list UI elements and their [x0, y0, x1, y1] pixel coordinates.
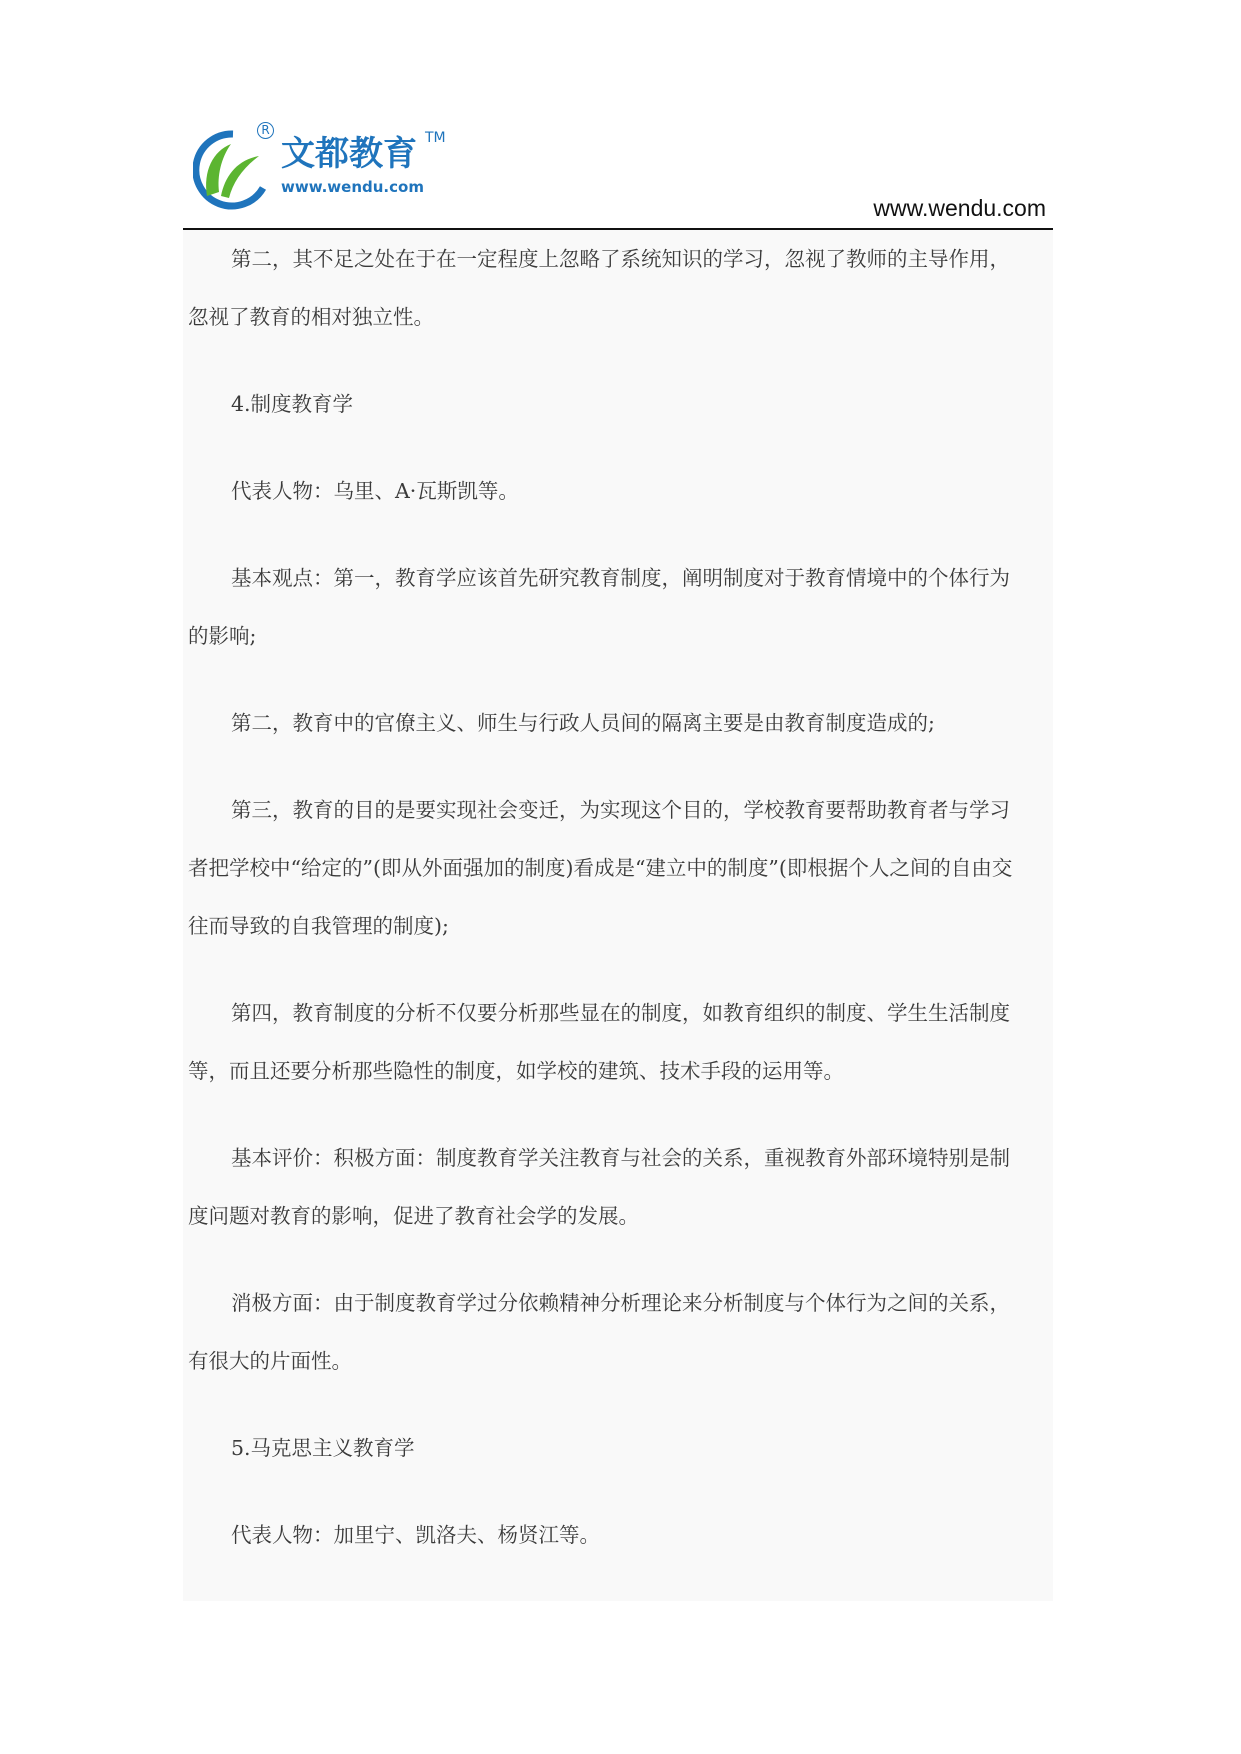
paragraph — [183, 1129, 1053, 1245]
paragraph — [183, 230, 1053, 346]
paragraph — [183, 549, 1053, 665]
paragraph — [183, 984, 1053, 1100]
paragraph-line: 等，而且还要分析那些隐性的制度，如学校的建筑、技术手段的运用等。 — [188, 1059, 844, 1083]
paragraph — [183, 462, 1053, 520]
trademark-mark: TM — [425, 130, 446, 146]
document-body — [183, 230, 1053, 1601]
registered-mark: R — [257, 122, 274, 139]
paragraph-line: 代表人物：乌里、A·瓦斯凯等。 — [231, 479, 519, 503]
logo-name: 文都教育 — [281, 134, 417, 174]
paragraph — [183, 781, 1053, 955]
paragraph — [183, 694, 1053, 752]
paragraph-line: 第二，其不足之处在于在一定程度上忽略了系统知识的学习，忽视了教师的主导作用， — [231, 247, 1010, 271]
logo-url: www.wendu.com — [281, 178, 424, 196]
paragraph — [183, 1419, 1053, 1477]
paragraph-line: 第三，教育的目的是要实现社会变迁，为实现这个目的，学校教育要帮助教育者与学习 — [231, 798, 1010, 822]
paragraph — [183, 1506, 1053, 1564]
paragraph-line: 第四，教育制度的分析不仅要分析那些显在的制度，如教育组织的制度、学生生活制度 — [231, 1001, 1010, 1025]
paragraph-line: 基本观点：第一，教育学应该首先研究教育制度，阐明制度对于教育情境中的个体行为 — [231, 566, 1010, 590]
paragraph-line: 代表人物：加里宁、凯洛夫、杨贤江等。 — [231, 1523, 600, 1547]
paragraph-line: 有很大的片面性。 — [188, 1349, 352, 1373]
paragraph-line: 忽视了教育的相对独立性。 — [188, 305, 434, 329]
paragraph — [183, 1274, 1053, 1390]
paragraph-line: 5.马克思主义教育学 — [231, 1436, 415, 1460]
paragraph-line: 4.制度教育学 — [231, 392, 354, 416]
paragraph — [183, 375, 1053, 433]
paragraph-line: 的影响; — [188, 624, 257, 648]
site-url: www.wendu.com — [873, 195, 1046, 221]
paragraph-line: 消极方面：由于制度教育学过分依赖精神分析理论来分析制度与个体行为之间的关系， — [231, 1291, 1010, 1315]
paragraph-line: 度问题对教育的影响，促进了教育社会学的发展。 — [188, 1204, 639, 1228]
paragraph-line: 者把学校中“给定的”(即从外面强加的制度)看成是“建立中的制度”(即根据个人之间的自由交 — [188, 856, 1013, 880]
wendu-logo — [193, 122, 473, 212]
wendu-logo-mark-icon — [193, 126, 273, 211]
paragraph-line: 往而导致的自我管理的制度); — [188, 914, 449, 938]
paragraph-line: 基本评价：积极方面：制度教育学关注教育与社会的关系，重视教育外部环境特别是制 — [231, 1146, 1010, 1170]
paragraph-line: 第二，教育中的官僚主义、师生与行政人员间的隔离主要是由教育制度造成的; — [231, 711, 935, 735]
